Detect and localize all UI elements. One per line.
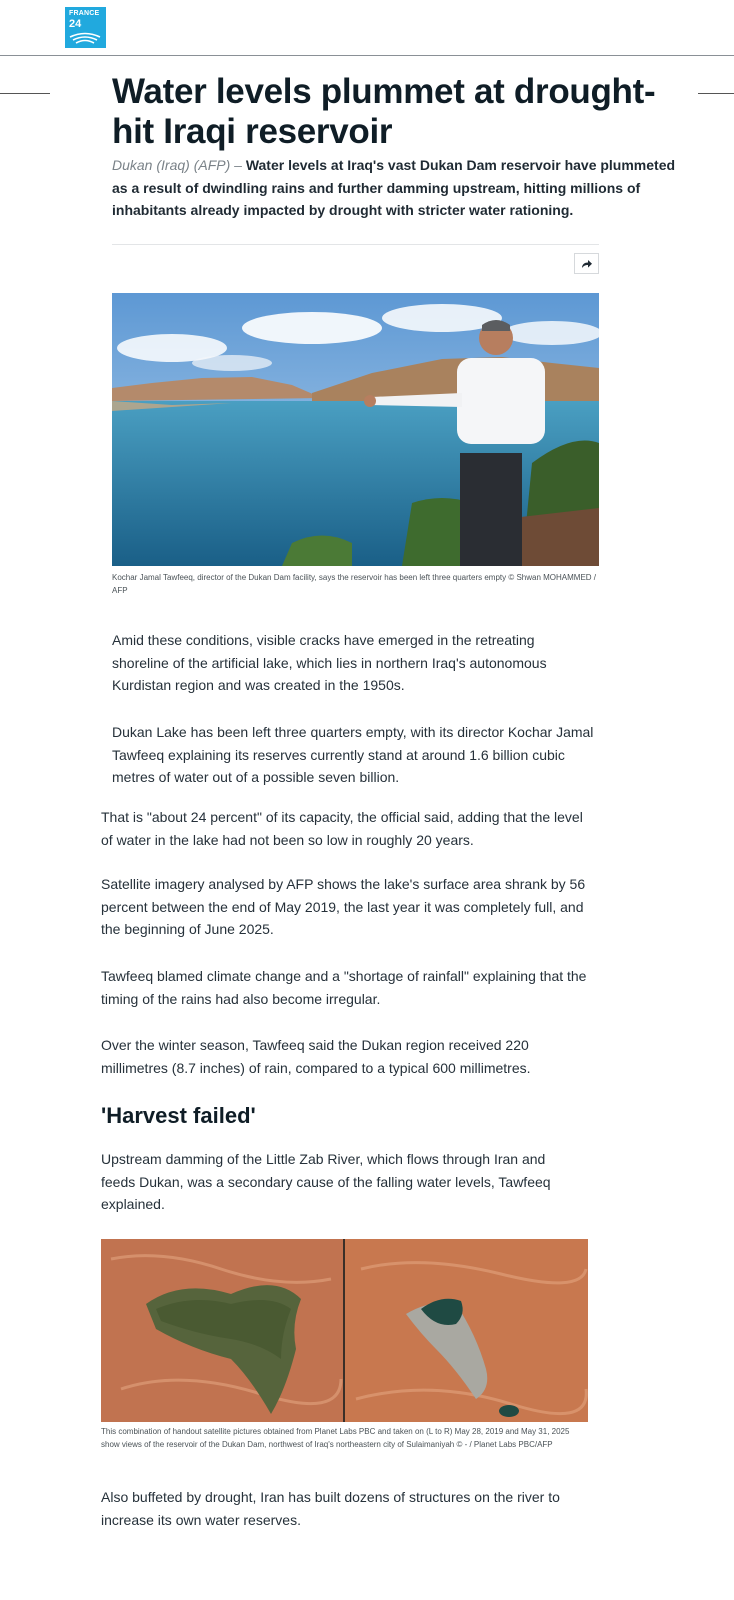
share-button[interactable] [574, 253, 599, 274]
dam-director-photo[interactable] [112, 293, 599, 566]
france24-logo[interactable] [65, 7, 106, 48]
share-arrow-icon [581, 259, 593, 269]
article-paragraph-3: That is "about 24 percent" of its capacity, the official said, adding that the level of water in the lake had not been so low in roughly 20 years. [101, 809, 583, 848]
title-rule-left [0, 93, 50, 94]
site-header [0, 0, 734, 56]
article-paragraph-2: Dukan Lake has been left three quarters empty, with its director Kochar Jamal Tawfeeq explaining its reserves currently stand at around 1.6 billion cubic metres of water out of a possible seven billion. [112, 724, 594, 785]
article-paragraph-8: Also buffeted by drought, Iran has built dozens of structures on the river to increase its own water reserves. [101, 1489, 560, 1528]
article-lede [112, 154, 690, 222]
article-dateline: Dukan (Iraq) (AFP) – [112, 157, 242, 173]
article-paragraph-5: Tawfeeq blamed climate change and a "shortage of rainfall" explaining that the timing of the rains had also become irregular. [101, 968, 587, 1007]
lede-divider [112, 244, 599, 245]
reservoir-photo-illustration [112, 293, 599, 566]
article-lede-text: Water levels at Iraq's vast Dukan Dam reservoir have plummeted as a result of dwindling rains and further damming upstream, hitting millions of inhabitants already impacted by drought with stricter water rationing. [112, 157, 676, 218]
article-paragraph-7: Upstream damming of the Little Zab River, which flows through Iran and feeds Dukan, was a secondary cause of the falling water levels, Tawfeeq explained. [101, 1151, 551, 1212]
photo-caption: Kochar Jamal Tawfeeq, director of the Dukan Dam facility, says the reservoir has been left three quarters empty © Shwan MOHAMMED / AFP [112, 573, 597, 595]
satellite-comparison-photo[interactable] [101, 1239, 588, 1422]
article-paragraph-1: Amid these conditions, visible cracks have emerged in the retreating shoreline of the artificial lake, which lies in northern Iraq's autonomous Kurdistan region and was created in the 1950s. [112, 632, 547, 693]
title-rule-right [698, 93, 734, 94]
article-paragraph-6: Over the winter season, Tawfeeq said the Dukan region received 220 millimetres (8.7 inches) of rain, compared to a typical 600 millimetres. [101, 1037, 531, 1076]
logo-wave-icon [68, 28, 102, 46]
article-paragraph-4: Satellite imagery analysed by AFP shows the lake's surface area shrank by 56 percent between the end of May 2019, the last year it was completely full, and the beginning of June 2025. [101, 876, 586, 937]
logo-text-france: FRANCE [69, 10, 100, 17]
satellite-caption: This combination of handout satellite pictures obtained from Planet Labs PBC and taken on (L to R) May 28, 2019 and May 31, 2025 show views of the reservoir of the Dukan Dam, northwest of Iraq's northeastern city of Sulaimaniyah © - / Planet Labs PBC/AFP [101, 1427, 570, 1449]
logo-text-24: 24 [69, 18, 82, 30]
article-title: Water levels plummet at drought-hit Iraqi reservoir [112, 72, 656, 151]
section-subheading: 'Harvest failed' [101, 1103, 256, 1128]
satellite-images-illustration [101, 1239, 588, 1422]
